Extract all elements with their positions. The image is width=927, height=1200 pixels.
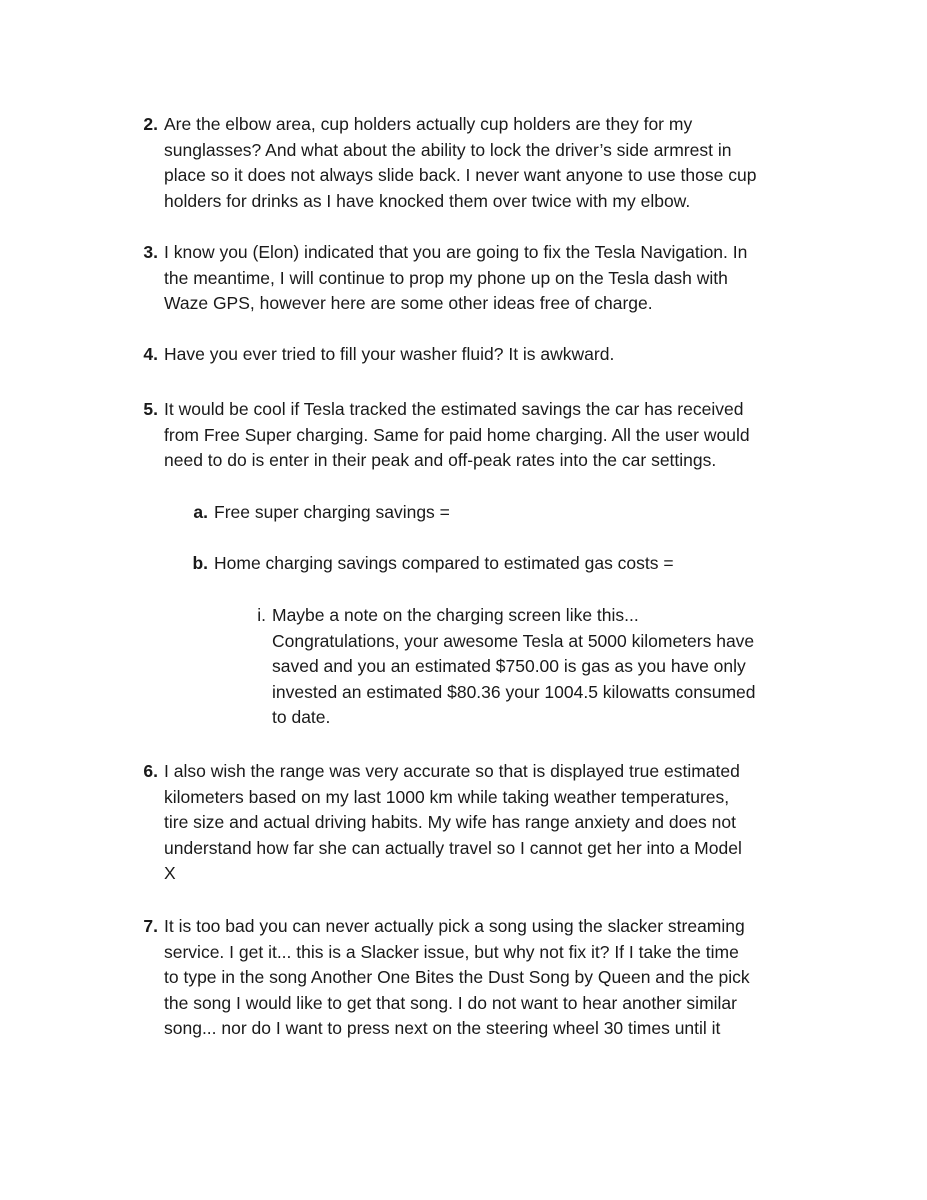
list-item-text: I also wish the range was very accurate so that is displayed true estimated kilometers based on my last 1000 km while taking weather temperatures, tire size and actual driving habits. My wife has range anxiety and does not understand how far she can actually travel so I cannot get her into a Model X xyxy=(164,761,742,884)
list-marker: 4. xyxy=(143,344,158,364)
list-item-text: Have you ever tried to fill your washer fluid? It is awkward. xyxy=(164,344,615,364)
list-marker: i. xyxy=(257,605,266,625)
list-item-text: It would be cool if Tesla tracked the estimated savings the car has received from Free Super charging. Same for paid home charging. All the user would need to do is enter in their peak and off-peak rates into the car settings. xyxy=(164,399,750,471)
list-item-text: It is too bad you can never actually pick a song using the slacker streaming service. I get it... this is a Slacker issue, but why not fix it? If I take the time to type in the song Another One Bites the Dust Song by Queen and the pick the song I would like to get that song. I do not want to hear another similar song... nor do I want to press next on the steering wheel 30 times until it xyxy=(164,916,750,1039)
list-item-text: Home charging savings compared to estimated gas costs = xyxy=(214,553,674,573)
list-marker: 5. xyxy=(143,399,158,419)
list-marker: 3. xyxy=(143,242,158,262)
list-item-text: Maybe a note on the charging screen like this... Congratulations, your awesome Tesla at 5000 kilometers have saved and you an estimated $750.00 is gas as you have only invested an estimated $80.36 your 1004.5 kilowatts consumed to date. xyxy=(272,605,756,728)
list-marker: b. xyxy=(192,553,208,573)
list-marker: 7. xyxy=(143,916,158,936)
list-marker: 2. xyxy=(143,114,158,134)
list-item-text: Are the elbow area, cup holders actually cup holders are they for my sunglasses? And what about the ability to lock the driver’s side armrest in place so it does not always slide back. I never want anyone to use those cup holders for drinks as I have knocked them over twice with my elbow. xyxy=(164,114,757,211)
list-item-text: I know you (Elon) indicated that you are going to fix the Tesla Navigation. In the meantime, I will continue to prop my phone up on the Tesla dash with Waze GPS, however here are some other ideas free of charge. xyxy=(164,242,748,314)
list-item-text: Free super charging savings = xyxy=(214,502,450,522)
list-marker: 6. xyxy=(143,761,158,781)
list-marker: a. xyxy=(193,502,208,522)
